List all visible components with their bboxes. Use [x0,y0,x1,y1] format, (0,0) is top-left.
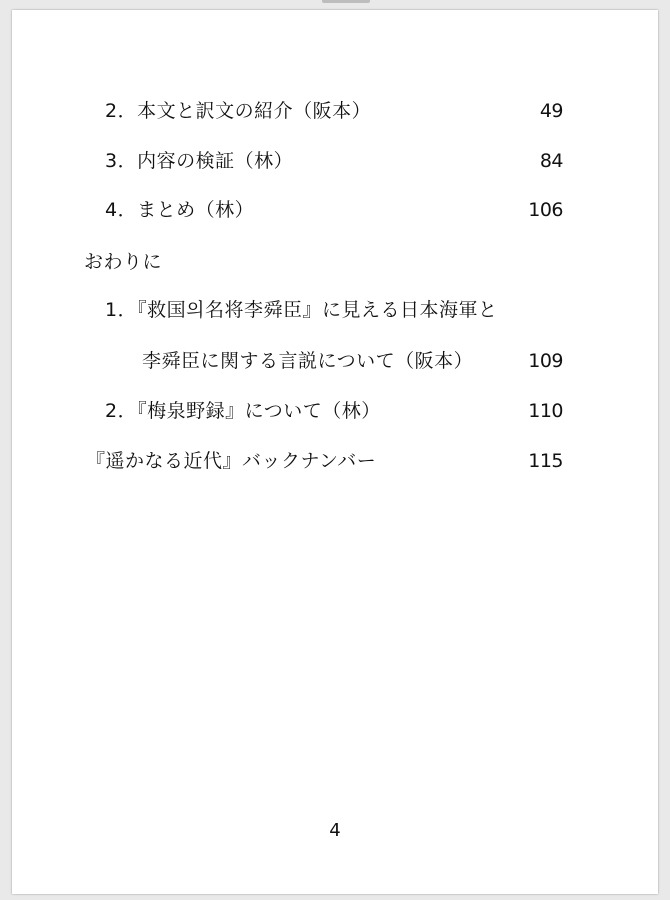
toc-entry-2-text: 2．本文と訳文の紹介（阪本） [105,100,372,122]
page-number: 4 [329,820,341,841]
toc-entry-4-text: 4．まとめ（林） [105,199,255,221]
toc-entry-1-page: 109 [528,350,563,372]
toc-entry-2b-text: 2．『梅泉野録』について（林） [105,400,381,422]
toc-entry-3-page: 84 [539,150,563,172]
document-page [12,10,658,894]
toc-backnumber-page: 115 [528,450,563,472]
toc-entry-4-page: 106 [528,199,563,221]
toc-entry-2b-page: 110 [528,400,563,422]
toc-entry-2-page: 49 [539,100,563,122]
scroll-indicator [322,0,370,3]
toc-section-heading: おわりに [84,251,163,273]
toc-backnumber-text: 『遥かなる近代』バックナンバー [86,450,377,472]
toc-entry-1-text-line1: 1．『救国의名将李舜臣』に見える日本海軍と [105,299,498,321]
toc-entry-1-text-line2: 李舜臣に関する言説について（阪本） [142,350,474,372]
toc-entry-3-text: 3．内容の検証（林） [105,150,294,172]
